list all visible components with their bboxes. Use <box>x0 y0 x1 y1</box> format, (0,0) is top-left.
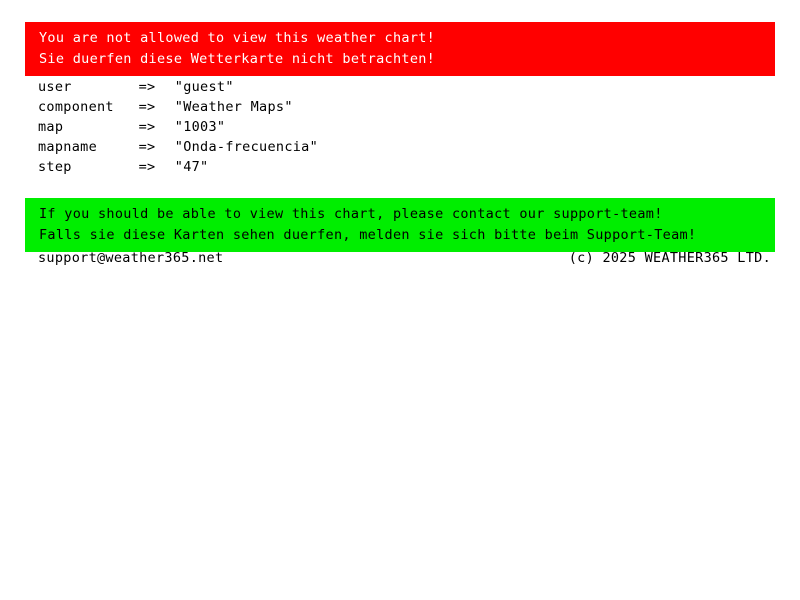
table-row <box>38 139 738 159</box>
param-value-component: "Weather Maps" <box>174 99 293 115</box>
table-row <box>38 119 738 139</box>
error-banner <box>25 22 775 76</box>
copyright-text: (c) 2025 WEATHER365 LTD. <box>568 250 771 266</box>
info-banner-line-de: Falls sie diese Karten sehen duerfen, melden sie sich bitte beim Support-Team! <box>39 227 697 243</box>
support-email-link[interactable]: support@weather365.net <box>38 250 224 266</box>
param-value-step: "47" <box>174 159 209 175</box>
table-row <box>38 159 738 179</box>
info-banner-line-en: If you should be able to view this chart, please contact our support-team! <box>39 206 663 222</box>
param-arrow: => <box>138 119 156 135</box>
param-key-step: step <box>38 159 72 175</box>
param-key-user: user <box>38 79 72 95</box>
info-banner <box>25 198 775 252</box>
table-row <box>38 79 738 99</box>
table-row <box>38 99 738 119</box>
error-banner-line-en: You are not allowed to view this weather chart! <box>39 30 436 46</box>
error-banner-line-de: Sie duerfen diese Wetterkarte nicht betrachten! <box>39 51 436 67</box>
param-arrow: => <box>138 159 156 175</box>
param-key-mapname: mapname <box>38 139 97 155</box>
param-arrow: => <box>138 79 156 95</box>
param-value-map: "1003" <box>174 119 226 135</box>
param-arrow: => <box>138 99 156 115</box>
param-key-component: component <box>38 99 114 115</box>
param-value-user: "guest" <box>174 79 234 95</box>
footer <box>38 250 771 266</box>
param-key-map: map <box>38 119 64 135</box>
parameter-table <box>38 79 738 179</box>
param-arrow: => <box>138 139 156 155</box>
param-value-mapname: "Onda-frecuencia" <box>174 139 319 155</box>
